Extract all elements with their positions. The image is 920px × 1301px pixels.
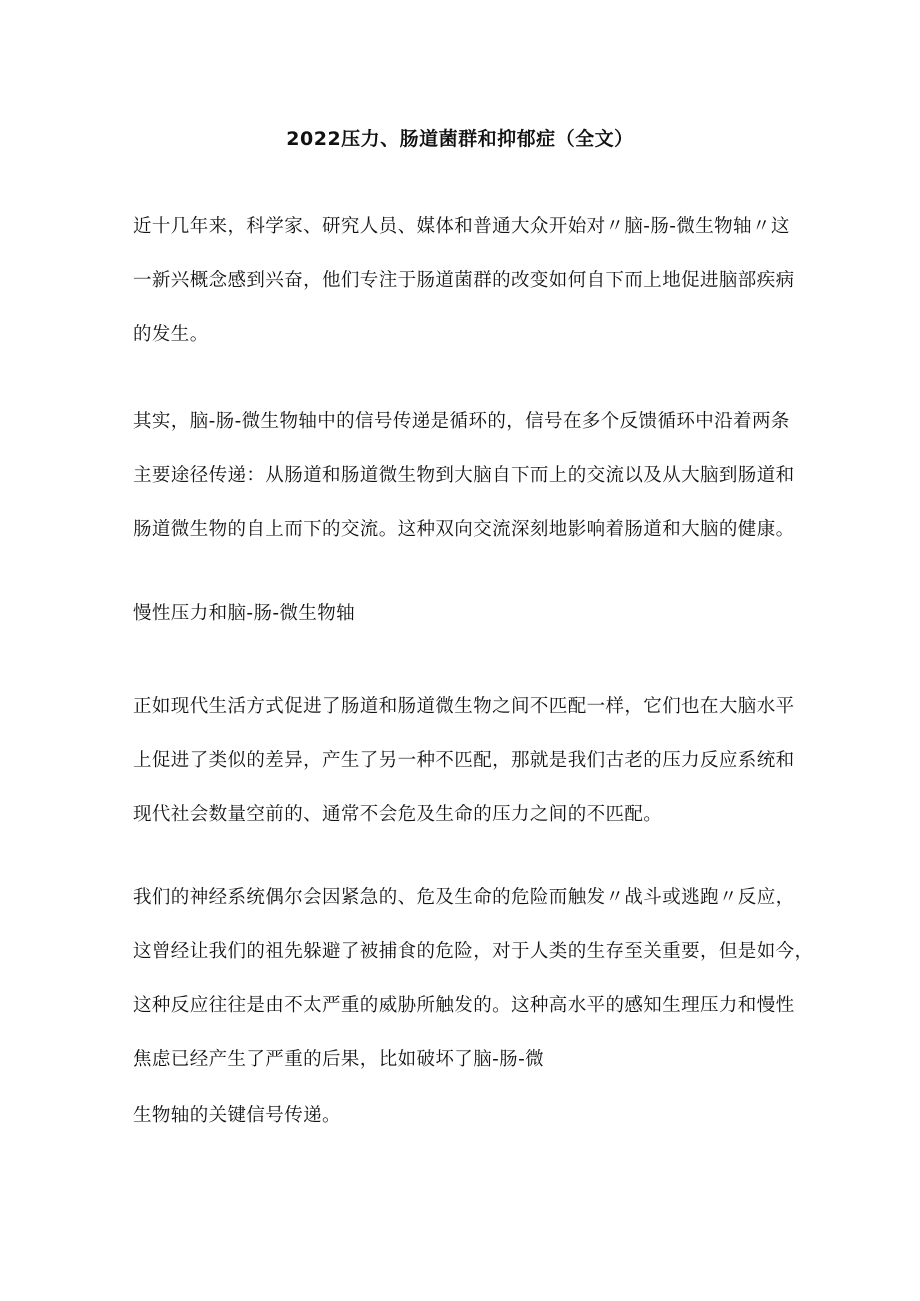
text-line: 我们的神经系统偶尔会因紧急的、危及生命的危险而触发〃战斗或逃跑〃反应，: [133, 887, 795, 908]
text-line: 其实，脑-肠-微生物轴中的信号传递是循环的，信号在多个反馈循环中沿着两条: [133, 411, 790, 432]
text-line: 肠道微生物的自上而下的交流。这种双向交流深刻地影响着肠道和大脑的健康。: [133, 519, 795, 540]
text-line: 这曾经让我们的祖先躲避了被捕食的危险，对于人类的生存至关重要，但是如今，: [133, 941, 814, 962]
text-line: 焦虑已经产生了严重的后果，比如破坏了脑-肠-微: [133, 1049, 545, 1070]
paragraph-signaling: [133, 408, 813, 543]
text-line: 慢性压力和脑-肠-微生物轴: [133, 603, 356, 624]
text-line: 一新兴概念感到兴奋，他们专注于肠道菌群的改变如何自下而上地促进脑部疾病: [133, 270, 795, 291]
text-line: 生物轴的关键信号传递。: [133, 1105, 341, 1126]
text-line: 正如现代生活方式促进了肠道和肠道微生物之间不匹配一样，它们也在大脑水平: [133, 696, 795, 717]
text-line: 主要途径传递：从肠道和肠道微生物到大脑自下而上的交流以及从大脑到肠道和: [133, 465, 795, 486]
text-line: 这种反应往往是由不太严重的威胁所触发的。这种高水平的感知生理压力和慢性: [133, 995, 795, 1016]
text-line: 的发生。: [133, 324, 209, 345]
document-title: 2022压力、肠道菌群和抑郁症（全文）: [286, 128, 634, 150]
paragraph-mismatch: [133, 693, 813, 828]
text-line: 现代社会数量空前的、通常不会危及生命的压力之间的不匹配。: [133, 804, 663, 825]
paragraph-continuation: [133, 1102, 813, 1129]
section-heading: [133, 600, 813, 627]
text-line: 上促进了类似的差异，产生了另一种不匹配，那就是我们古老的压力反应系统和: [133, 750, 795, 771]
paragraph-stress-response: [133, 884, 813, 1073]
paragraph-intro: [133, 213, 813, 348]
text-line: 近十几年来，科学家、研究人员、媒体和普通大众开始对〃脑-肠-微生物轴〃这: [133, 216, 790, 237]
